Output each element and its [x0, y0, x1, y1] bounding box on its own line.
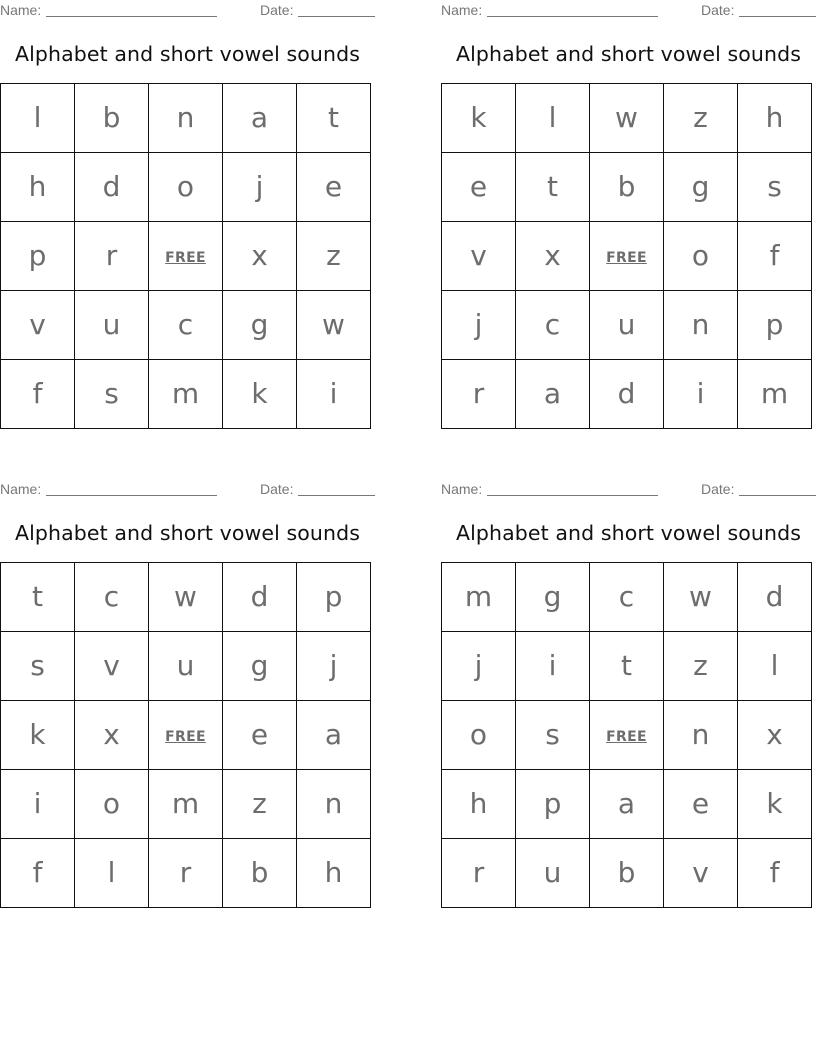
- card-header: [0, 481, 375, 497]
- grid-cell: t: [1, 563, 75, 632]
- grid-cell: s: [75, 360, 149, 429]
- grid-cell: o: [442, 701, 516, 770]
- grid-row: [1, 770, 371, 839]
- card-header: [0, 2, 375, 18]
- grid-cell: a: [590, 770, 664, 839]
- name-field-line: [46, 16, 217, 17]
- grid-cell: l: [738, 632, 812, 701]
- grid-row: [1, 632, 371, 701]
- grid-cell: i: [516, 632, 590, 701]
- card-title: Alphabet and short vowel sounds: [455, 521, 801, 545]
- grid-cell: d: [75, 153, 149, 222]
- card-header: [441, 481, 816, 497]
- grid-row: [442, 291, 812, 360]
- grid-cell: o: [664, 222, 738, 291]
- grid-cell: h: [738, 84, 812, 153]
- name-field-line: [487, 16, 658, 17]
- grid-cell: h: [1, 153, 75, 222]
- grid-cell: l: [75, 839, 149, 908]
- grid-row: [1, 84, 371, 153]
- grid-cell: u: [75, 291, 149, 360]
- grid-cell: r: [149, 839, 223, 908]
- grid-cell: j: [223, 153, 297, 222]
- grid-cell: b: [75, 84, 149, 153]
- grid-cell: f: [738, 839, 812, 908]
- free-space-label: FREE: [165, 729, 206, 745]
- grid-cell: g: [664, 153, 738, 222]
- grid-cell: w: [149, 563, 223, 632]
- grid-cell: a: [516, 360, 590, 429]
- grid-row: [1, 291, 371, 360]
- grid-cell: p: [516, 770, 590, 839]
- grid-row: [1, 360, 371, 429]
- grid-row: [442, 701, 812, 770]
- grid-cell: s: [516, 701, 590, 770]
- date-label: Date:: [701, 481, 735, 497]
- date-field-line: [298, 495, 375, 496]
- grid-cell: t: [590, 632, 664, 701]
- grid-cell: f: [738, 222, 812, 291]
- date-field-line: [739, 495, 816, 496]
- grid-cell: c: [590, 563, 664, 632]
- grid-cell: d: [738, 563, 812, 632]
- grid-cell: k: [223, 360, 297, 429]
- name-label: Name:: [441, 481, 483, 497]
- name-label: Name:: [0, 481, 42, 497]
- grid-cell: i: [1, 770, 75, 839]
- grid-cell: w: [297, 291, 371, 360]
- grid-row: [1, 222, 371, 291]
- grid-cell: f: [1, 360, 75, 429]
- card-title: Alphabet and short vowel sounds: [455, 42, 801, 66]
- grid-cell: m: [149, 770, 223, 839]
- grid-cell: x: [223, 222, 297, 291]
- grid-cell: v: [75, 632, 149, 701]
- name-label: Name:: [441, 2, 483, 18]
- grid-cell: x: [738, 701, 812, 770]
- card-header: [441, 2, 816, 18]
- grid-cell: w: [590, 84, 664, 153]
- grid-cell: p: [738, 291, 812, 360]
- grid-row: [1, 563, 371, 632]
- grid-cell: a: [297, 701, 371, 770]
- grid-cell: n: [149, 84, 223, 153]
- grid-cell: c: [516, 291, 590, 360]
- name-field-line: [487, 495, 658, 496]
- date-label: Date:: [701, 2, 735, 18]
- grid-cell: g: [223, 291, 297, 360]
- bingo-grid: [0, 562, 371, 908]
- grid-row: [442, 839, 812, 908]
- grid-cell: i: [297, 360, 371, 429]
- free-space-label: FREE: [606, 729, 647, 745]
- grid-cell: g: [223, 632, 297, 701]
- grid-cell: z: [297, 222, 371, 291]
- grid-cell: e: [223, 701, 297, 770]
- grid-cell: j: [442, 291, 516, 360]
- grid-cell: u: [149, 632, 223, 701]
- grid-cell: e: [442, 153, 516, 222]
- card-title: Alphabet and short vowel sounds: [14, 521, 360, 545]
- grid-cell: p: [1, 222, 75, 291]
- free-space-cell: [590, 701, 664, 770]
- grid-cell: k: [442, 84, 516, 153]
- grid-cell: m: [738, 360, 812, 429]
- grid-cell: v: [1, 291, 75, 360]
- card-title: Alphabet and short vowel sounds: [14, 42, 360, 66]
- grid-cell: c: [75, 563, 149, 632]
- grid-row: [442, 84, 812, 153]
- grid-cell: e: [297, 153, 371, 222]
- grid-cell: l: [516, 84, 590, 153]
- grid-cell: l: [1, 84, 75, 153]
- grid-cell: r: [75, 222, 149, 291]
- grid-row: [442, 563, 812, 632]
- free-space-cell: [149, 701, 223, 770]
- grid-cell: n: [664, 291, 738, 360]
- grid-cell: b: [223, 839, 297, 908]
- bingo-grid: [0, 83, 371, 429]
- grid-cell: u: [516, 839, 590, 908]
- grid-cell: s: [738, 153, 812, 222]
- grid-cell: o: [75, 770, 149, 839]
- grid-cell: j: [297, 632, 371, 701]
- grid-cell: h: [442, 770, 516, 839]
- grid-cell: t: [516, 153, 590, 222]
- grid-row: [442, 632, 812, 701]
- grid-cell: e: [664, 770, 738, 839]
- date-label: Date:: [260, 2, 294, 18]
- grid-cell: a: [223, 84, 297, 153]
- free-space-cell: [149, 222, 223, 291]
- grid-cell: g: [516, 563, 590, 632]
- grid-row: [442, 770, 812, 839]
- grid-row: [442, 222, 812, 291]
- grid-cell: f: [1, 839, 75, 908]
- grid-cell: z: [664, 84, 738, 153]
- bingo-grid: [441, 562, 812, 908]
- grid-cell: b: [590, 153, 664, 222]
- grid-row: [442, 153, 812, 222]
- grid-cell: u: [590, 291, 664, 360]
- grid-cell: z: [223, 770, 297, 839]
- grid-row: [442, 360, 812, 429]
- grid-cell: d: [590, 360, 664, 429]
- date-field-line: [739, 16, 816, 17]
- grid-row: [1, 701, 371, 770]
- grid-cell: p: [297, 563, 371, 632]
- grid-cell: m: [442, 563, 516, 632]
- grid-cell: j: [442, 632, 516, 701]
- grid-row: [1, 153, 371, 222]
- date-field-line: [298, 16, 375, 17]
- free-space-label: FREE: [606, 250, 647, 266]
- date-label: Date:: [260, 481, 294, 497]
- grid-cell: c: [149, 291, 223, 360]
- grid-cell: o: [149, 153, 223, 222]
- grid-cell: t: [297, 84, 371, 153]
- grid-cell: x: [516, 222, 590, 291]
- grid-cell: w: [664, 563, 738, 632]
- free-space-cell: [590, 222, 664, 291]
- grid-cell: b: [590, 839, 664, 908]
- grid-cell: d: [223, 563, 297, 632]
- grid-cell: v: [442, 222, 516, 291]
- bingo-grid: [441, 83, 812, 429]
- grid-cell: r: [442, 360, 516, 429]
- grid-cell: m: [149, 360, 223, 429]
- grid-cell: i: [664, 360, 738, 429]
- grid-cell: n: [664, 701, 738, 770]
- grid-cell: k: [738, 770, 812, 839]
- grid-cell: s: [1, 632, 75, 701]
- grid-cell: n: [297, 770, 371, 839]
- grid-cell: z: [664, 632, 738, 701]
- name-label: Name:: [0, 2, 42, 18]
- free-space-label: FREE: [165, 250, 206, 266]
- grid-cell: v: [664, 839, 738, 908]
- name-field-line: [46, 495, 217, 496]
- grid-cell: r: [442, 839, 516, 908]
- grid-cell: x: [75, 701, 149, 770]
- grid-cell: k: [1, 701, 75, 770]
- grid-row: [1, 839, 371, 908]
- grid-cell: h: [297, 839, 371, 908]
